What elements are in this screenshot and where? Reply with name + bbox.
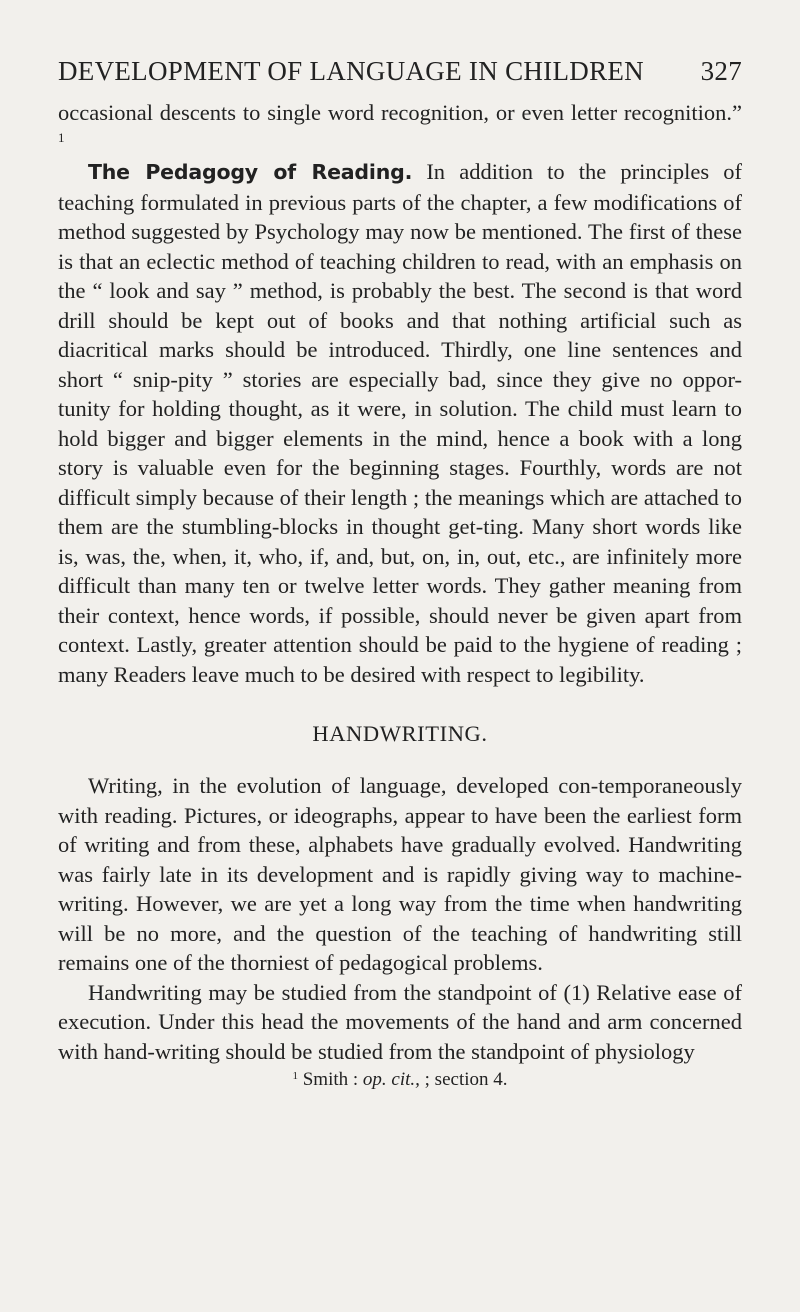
paragraph-writing-evolution — [58, 771, 742, 978]
footnote-citation: op. cit., — [362, 1069, 420, 1090]
paragraph-text: Handwriting may be studied from the standpoint of (1) Relative ease of execution. Under this head the movements of the hand and arm concerned with hand-writing should be studied from the standpoint of physiology — [58, 979, 742, 1064]
footnote — [58, 1068, 742, 1092]
book-page — [58, 56, 742, 1092]
footnote-rest: ; section 4. — [419, 1069, 508, 1090]
section-heading: HANDWRITING. — [312, 721, 488, 746]
paragraph-text: Writing, in the evolution of language, developed con-temporaneously with reading. Pictures, or ideographs, appear to have been the earliest form of writing and from these, alphabets have gradually evolved. Handwriting was fairly late in its development and is rapidly giving way to machine-writing. However, we are yet a long way from the time when handwriting will be no more, and the question of the teaching of handwriting still remains one of the thorniest of pedagogical problems. — [58, 773, 742, 975]
footnote-reference: 1 — [58, 129, 65, 145]
page-number: 327 — [700, 56, 742, 86]
paragraph-handwriting-study — [58, 978, 742, 1067]
footnote-author: Smith : — [302, 1069, 359, 1090]
run-in-heading: The Pedagogy of Reading. — [88, 160, 413, 184]
running-title: DEVELOPMENT OF LANGUAGE IN CHILDREN — [58, 56, 644, 86]
paragraph-pedagogy-of-reading — [58, 157, 742, 689]
paragraph-text: occasional descents to single word recognition, or even letter recognition.” — [58, 100, 742, 125]
running-header — [58, 56, 742, 94]
paragraph-text: In addition to the principles of teaching formulated in previous parts of the chapter, a few modifications of method suggested by Psychology may now be mentioned. The first of these is that an eclectic method of teaching children to read, with an emphasis on the “ look and say ” method, is probably the best. The second is that word drill should be kept out of books and that nothing artificial such as diacritical marks should be introduced. Thirdly, one line sentences and short “ snip-pity ” stories are especially bad, since they give no oppor-tunity for holding thought, as it were, in solution. The child must learn to hold bigger and bigger elements in the mind, hence a book with a long story is valuable even for the beginning stages. Fourthly, words are not difficult simply because of their length ; the meanings which are attached to them are the stumbling-blocks in thought get-ting. Many short words like is, was, the, when, it, who, if, and, but, on, in, out, etc., are infinitely more difficult than many ten or twelve letter words. They gather meaning from their context, hence words, if possible, should never be given apart from context. Lastly, greater attention should be paid to the hygiene of reading ; many Readers leave much to be desired with respect to legibility. — [58, 159, 742, 687]
paragraph-continuation — [58, 98, 742, 157]
footnote-marker: 1 — [292, 1070, 298, 1082]
